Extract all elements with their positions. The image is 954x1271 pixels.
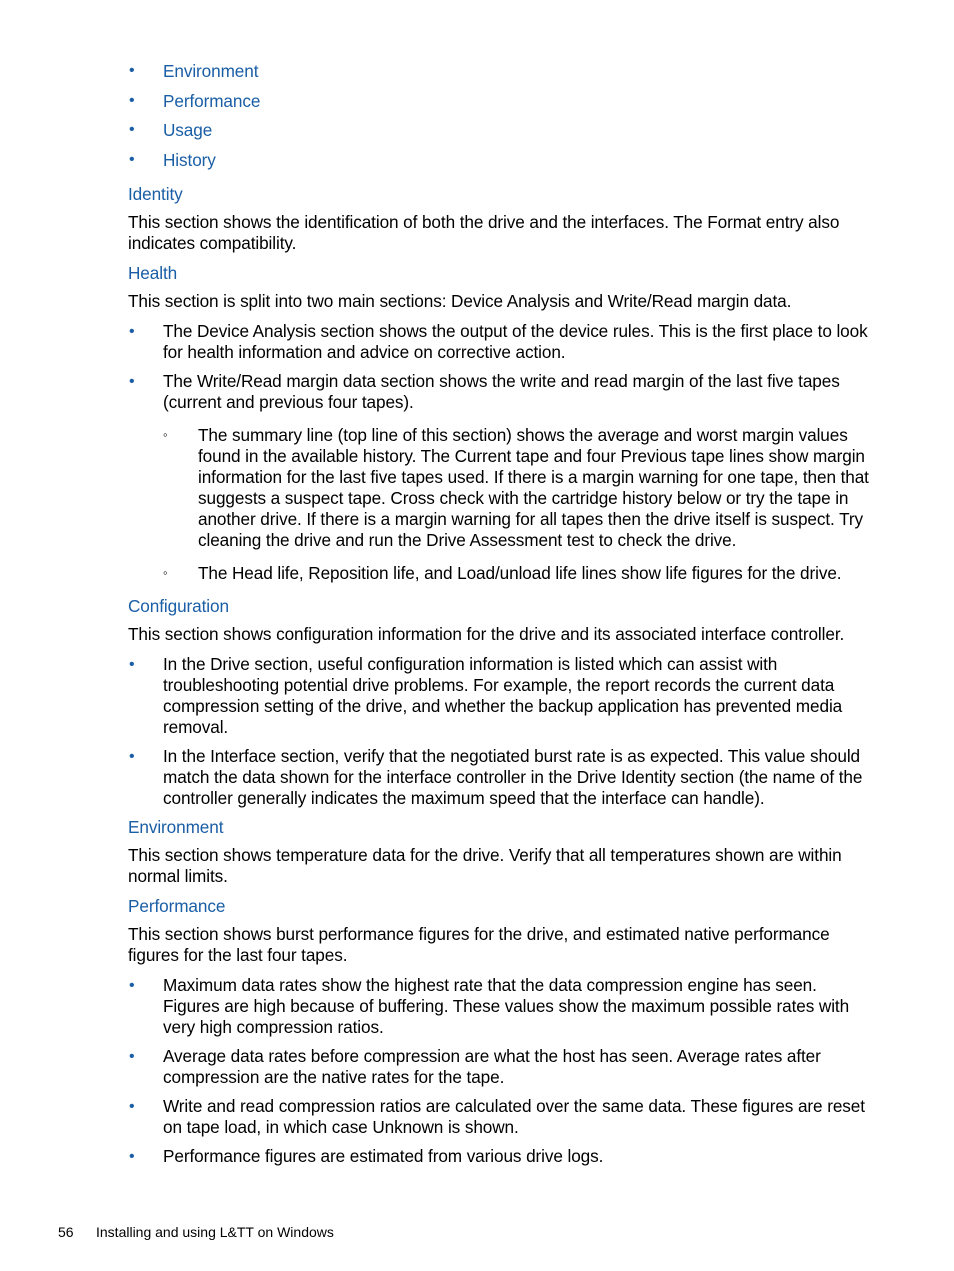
link-history[interactable]: History bbox=[163, 149, 216, 170]
subbullet-text: The summary line (top line of this section) shows the average and worst margin values found in the available history. The Current tape and four Previous tape lines show margin information for the last five tapes used. If there is a margin warning for one tape, then that suggests a suspect tape. Cross check with the cartridge history below or try the tape in another drive. If there is a margin warning for all tapes then the drive itself is suspect. Try cleaning the drive and run the Drive Assessment test to check the drive. bbox=[198, 425, 869, 550]
bullet-text: Performance figures are estimated from various drive logs. bbox=[163, 1146, 604, 1166]
heading-performance: Performance bbox=[128, 896, 226, 916]
page-footer bbox=[58, 1222, 334, 1242]
list-item bbox=[128, 975, 870, 1038]
list-item bbox=[128, 1096, 870, 1138]
sub-list-item bbox=[163, 425, 870, 551]
heading-identity: Identity bbox=[128, 184, 183, 204]
list-item bbox=[128, 1146, 870, 1167]
list-item bbox=[128, 746, 870, 809]
bullet-text: Write and read compression ratios are calculated over the same data. These figures are reset on tape load, in which case Unknown is shown. bbox=[163, 1096, 865, 1137]
list-item bbox=[128, 88, 870, 118]
bullet-text: Maximum data rates show the highest rate that the data compression engine has seen. Figures are high because of buffering. These values show the maximum possible rates with very high compression ratios. bbox=[163, 975, 850, 1037]
footer-title: Installing and using L&TT on Windows bbox=[96, 1224, 334, 1240]
list-item bbox=[128, 117, 870, 147]
list-item bbox=[128, 654, 870, 738]
health-intro: This section is split into two main sections: Device Analysis and Write/Read margin data. bbox=[128, 291, 792, 311]
configuration-intro: This section shows configuration information for the drive and its associated interface controller. bbox=[128, 624, 845, 644]
list-item bbox=[128, 147, 870, 177]
health-bullets bbox=[128, 321, 870, 584]
performance-bullets bbox=[128, 975, 870, 1167]
page-number: 56 bbox=[58, 1224, 74, 1240]
list-item bbox=[128, 321, 870, 363]
section-links bbox=[128, 58, 870, 176]
link-usage[interactable]: Usage bbox=[163, 120, 213, 140]
list-item bbox=[128, 371, 870, 584]
link-performance[interactable]: Performance bbox=[163, 90, 261, 111]
bullet-text: Average data rates before compression are what the host has seen. Average rates after compression are the native rates for the tape. bbox=[163, 1046, 821, 1087]
page-content bbox=[128, 58, 870, 1175]
heading-health: Health bbox=[128, 263, 178, 283]
heading-environment: Environment bbox=[128, 817, 224, 837]
heading-configuration: Configuration bbox=[128, 596, 229, 616]
environment-text: This section shows temperature data for the drive. Verify that all temperatures shown are within normal limits. bbox=[128, 845, 842, 886]
health-subbullets bbox=[163, 425, 870, 584]
list-item bbox=[128, 1046, 870, 1088]
bullet-text: The Device Analysis section shows the output of the device rules. This is the first place to look for health information and advice on corrective action. bbox=[163, 321, 868, 362]
bullet-text: The Write/Read margin data section shows the write and read margin of the last five tapes (current and previous four tapes). bbox=[163, 371, 840, 412]
identity-text: This section shows the identification of both the drive and the interfaces. The Format entry also indicates compatibility. bbox=[128, 212, 840, 253]
list-item bbox=[128, 58, 870, 88]
sub-list-item bbox=[163, 563, 870, 584]
bullet-text: In the Drive section, useful configuration information is listed which can assist with troubleshooting potential drive problems. For example, the report records the current data compression setting of the drive, and whether the backup application has prevented media removal. bbox=[163, 654, 843, 737]
performance-intro: This section shows burst performance figures for the drive, and estimated native performance figures for the last four tapes. bbox=[128, 924, 830, 965]
link-environment[interactable]: Environment bbox=[163, 61, 259, 81]
subbullet-text: The Head life, Reposition life, and Load/unload life lines show life figures for the drive. bbox=[198, 563, 842, 583]
bullet-text: In the Interface section, verify that the negotiated burst rate is as expected. This value should match the data shown for the interface controller in the Drive Identity section (the name of the controller generally indicates the maximum speed that the interface can handle). bbox=[163, 746, 863, 808]
configuration-bullets bbox=[128, 654, 870, 809]
